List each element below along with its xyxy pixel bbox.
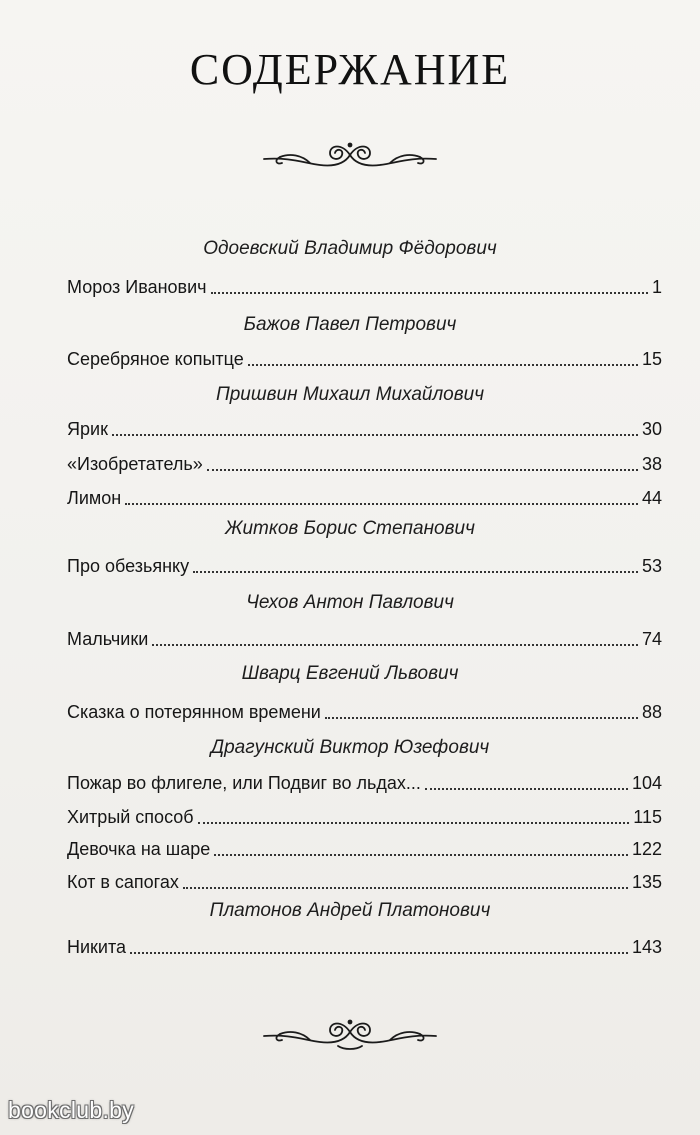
toc-entry: [67, 932, 662, 958]
entry-title: Хитрый способ: [67, 807, 194, 827]
dot-leader: [125, 503, 638, 505]
entry-page-number: 115: [633, 807, 662, 827]
entry-page-number: 44: [641, 488, 662, 508]
entry-page-number: 122: [631, 839, 662, 859]
entry-title: Пожар во флигеле, или Подвиг во льдах...: [67, 773, 421, 793]
author-heading: Бажов Павел Петрович: [243, 314, 457, 335]
entry-page-number: 15: [641, 349, 662, 369]
toc-entry: [67, 834, 662, 860]
toc-entry: [67, 449, 662, 475]
toc-entry: [67, 414, 662, 440]
toc-entry: [67, 483, 662, 509]
entry-title: Никита: [67, 937, 127, 957]
entry-page-number: 74: [641, 629, 662, 649]
flourish-ornament-icon: [250, 1010, 450, 1054]
entry-page-number: 53: [641, 556, 662, 576]
dot-leader: [198, 822, 630, 824]
entry-title: Серебряное копытце: [67, 349, 244, 369]
entry-page-number: 104: [631, 773, 662, 793]
dot-leader: [112, 434, 638, 436]
dot-leader: [193, 571, 638, 573]
dot-leader: [211, 292, 648, 294]
toc-entry: [67, 802, 662, 828]
entry-page-number: 143: [631, 937, 662, 957]
dot-leader: [325, 717, 638, 719]
entry-title: Мальчики: [67, 629, 149, 649]
entry-title: Кот в сапогах: [67, 872, 179, 892]
toc-entry: [67, 272, 662, 298]
entry-title: Ярик: [67, 419, 108, 439]
entry-title: Лимон: [67, 488, 122, 508]
entry-page-number: 135: [631, 872, 662, 892]
dot-leader: [214, 854, 628, 856]
toc-entry: [67, 867, 662, 893]
entry-title: «Изобретатель»: [67, 454, 203, 474]
author-heading: Пришвин Михаил Михайлович: [215, 384, 485, 405]
watermark: bookclub.by: [8, 1097, 135, 1123]
author-heading: Шварц Евгений Львович: [241, 663, 459, 684]
entry-title: Сказка о потерянном времени: [67, 702, 321, 722]
page-title: СОДЕРЖАНИЕ: [189, 45, 511, 94]
entry-title: Про обезьянку: [67, 556, 190, 576]
toc-entry: [67, 344, 662, 370]
author-heading: Драгунский Виктор Юзефович: [210, 737, 490, 758]
author-heading: Одоевский Владимир Фёдорович: [203, 238, 497, 259]
author-heading: Платонов Андрей Платонович: [209, 900, 491, 921]
toc-entry: [67, 551, 662, 577]
dot-leader: [130, 952, 628, 954]
author-heading: Житков Борис Степанович: [225, 518, 475, 539]
toc-entry: [67, 768, 662, 794]
entry-page-number: 38: [641, 454, 662, 474]
entry-page-number: 30: [641, 419, 662, 439]
dot-leader: [425, 788, 628, 790]
toc-entry: [67, 624, 662, 650]
dot-leader: [152, 644, 638, 646]
entry-page-number: 1: [651, 277, 662, 297]
toc-entry: [67, 697, 662, 723]
dot-leader: [183, 887, 628, 889]
dot-leader: [207, 469, 638, 471]
entry-title: Девочка на шаре: [67, 839, 211, 859]
entry-page-number: 88: [641, 702, 662, 722]
dot-leader: [248, 364, 638, 366]
author-heading: Чехов Антон Павлович: [246, 592, 454, 613]
flourish-ornament-icon: [250, 133, 450, 177]
entry-title: Мороз Иванович: [67, 277, 207, 297]
